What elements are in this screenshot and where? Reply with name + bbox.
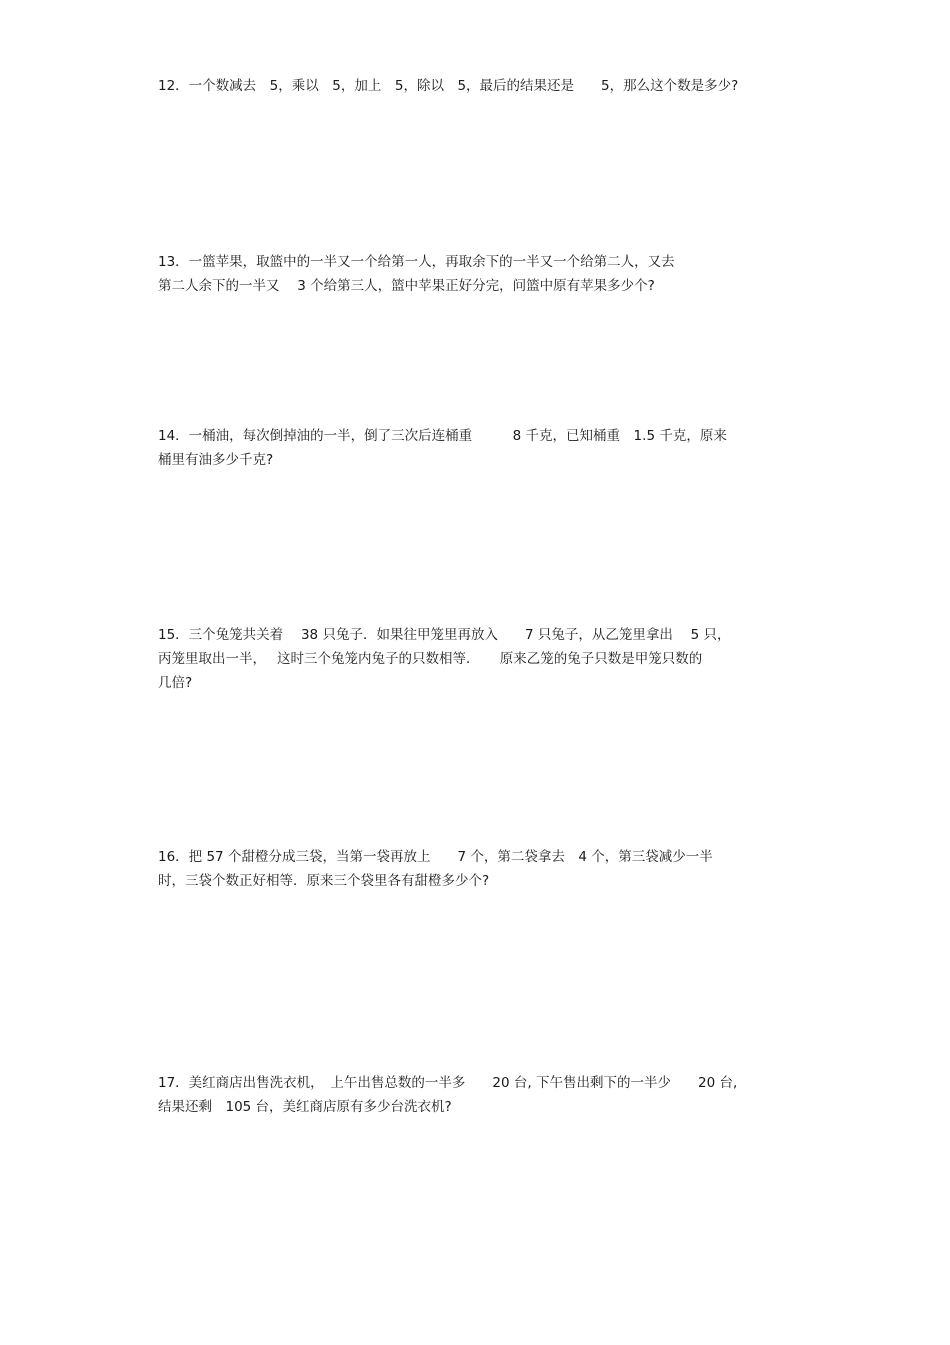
problem-14 <box>158 424 798 472</box>
problem-13-line-1: 13．一篮苹果，取篮中的一半又一个给第一人，再取余下的一半又一个给第二人，又去 <box>158 254 675 270</box>
problem-17-line-2: 结果还剩 105 台，美红商店原有多少台洗衣机? <box>158 1099 452 1115</box>
problem-15-line-1: 15．三个兔笼共关着 38 只兔子．如果往甲笼里再放入 7 只兔子，从乙笼里拿出 5 只， <box>158 627 731 643</box>
problem-15 <box>158 623 798 695</box>
problem-17 <box>158 1071 798 1119</box>
problem-13-line-2: 第二人余下的一半又 3 个给第三人，篮中苹果正好分完，问篮中原有苹果多少个? <box>158 278 655 294</box>
problem-16 <box>158 845 798 893</box>
problem-17-line-1: 17．美红商店出售洗衣机， 上午出售总数的一半多 20 台, 下午售出剩下的一半少 20 台, <box>158 1075 738 1091</box>
problem-16-line-2: 时，三袋个数正好相等．原来三个袋里各有甜橙多少个? <box>158 873 490 889</box>
problem-16-line-1: 16．把 57 个甜橙分成三袋，当第一袋再放上 7 个，第二袋拿去 4 个，第三袋减少一半 <box>158 849 713 865</box>
problem-15-line-3: 几倍? <box>158 675 193 691</box>
problem-14-line-1: 14．一桶油，每次倒掉油的一半，倒了三次后连桶重 8 千克，已知桶重 1.5 千克，原来 <box>158 428 727 444</box>
problem-14-line-2: 桶里有油多少千克? <box>158 452 274 468</box>
problem-12 <box>158 74 798 98</box>
problem-13 <box>158 250 798 298</box>
problem-12-line-1: 12．一个数减去 5，乘以 5，加上 5，除以 5，最后的结果还是 5，那么这个数是多少? <box>158 78 739 94</box>
problem-15-line-2: 丙笼里取出一半， 这时三个兔笼内兔子的只数相等． 原来乙笼的兔子只数是甲笼只数的 <box>158 651 703 667</box>
